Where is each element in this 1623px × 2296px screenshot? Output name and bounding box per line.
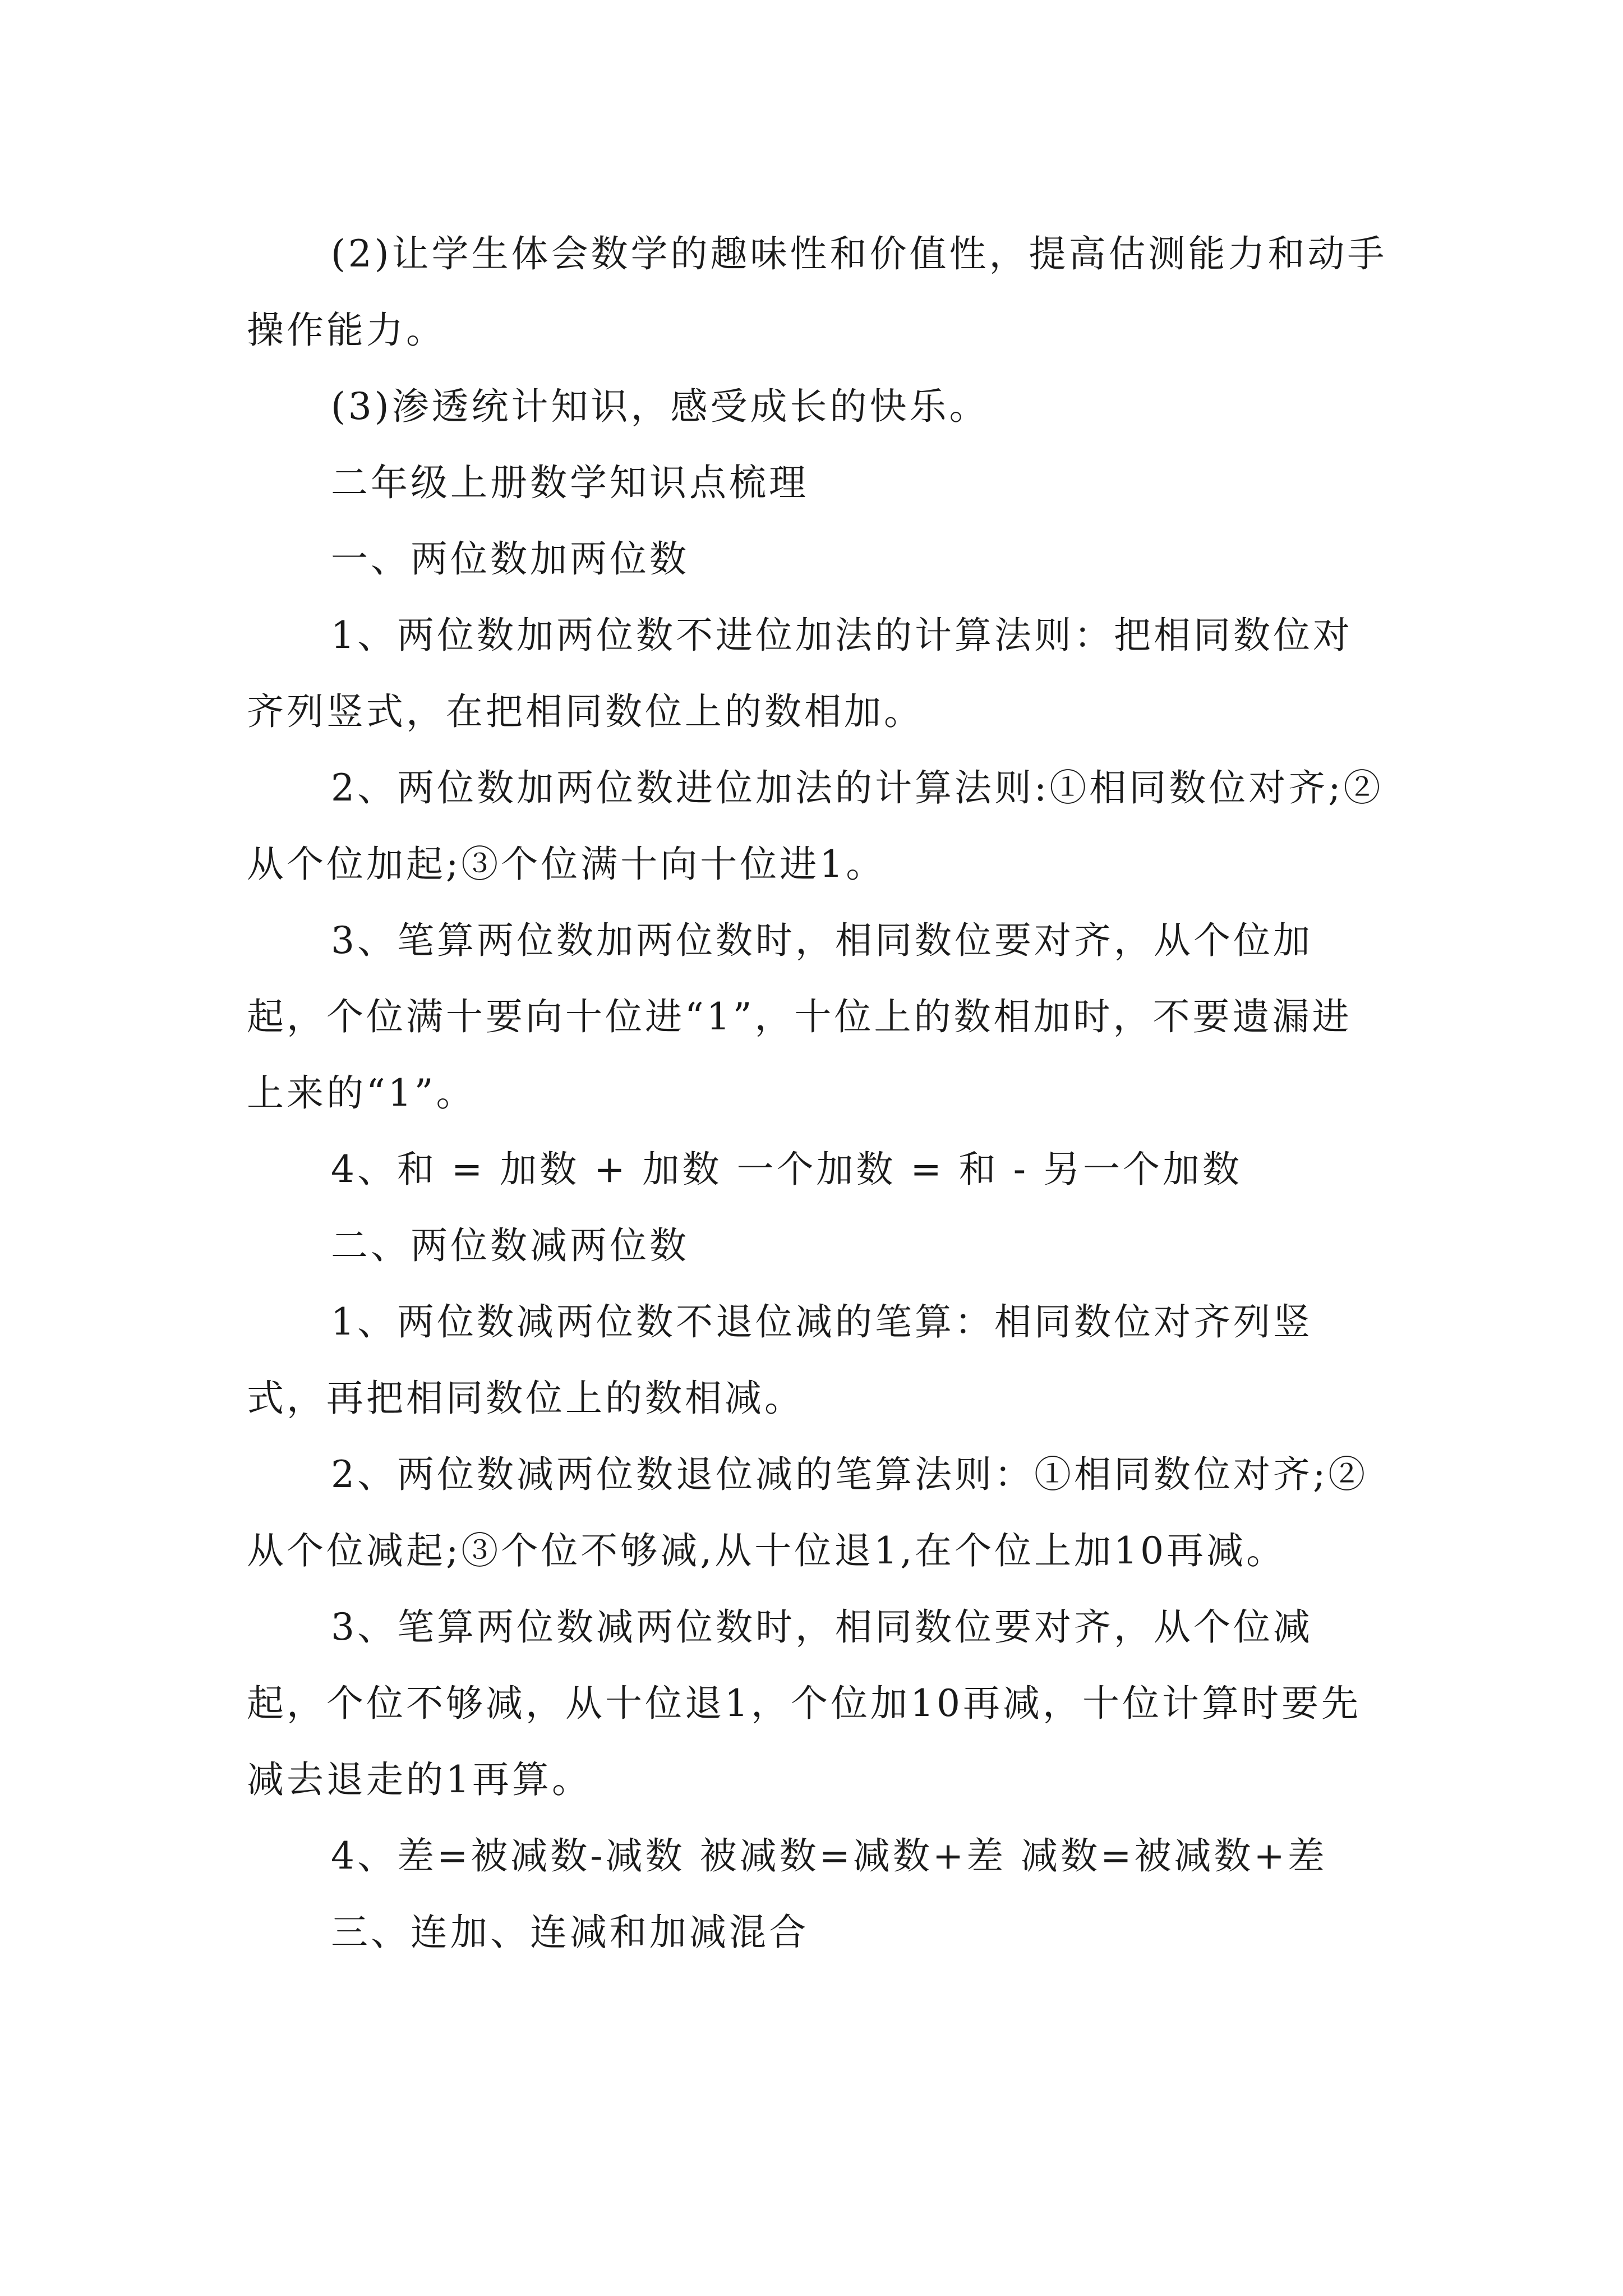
- paragraph-subtraction-rule-2: 2、两位数减两位数退位减的笔算法则：①相同数位对齐;②从个位减起;③个位不够减,从十位退1,在个位上加10再减。: [247, 1453, 1368, 1572]
- paragraph-subtraction-rule-3: 3、笔算两位数减两位数时，相同数位要对齐，从个位减起，个位不够减，从十位退1，个位加10再减，十位计算时要先减去退走的1再算。: [247, 1605, 1361, 1801]
- paragraph-addition-formula: 4、和 = 加数 + 加数 一个加数 = 和 - 另一个加数: [331, 1148, 1243, 1191]
- paragraph-objective-2: (2)让学生体会数学的趣味性和价值性，提高估测能力和动手操作能力。: [247, 232, 1387, 352]
- paragraph-objective-3: (3)渗透统计知识，感受成长的快乐。: [331, 385, 989, 428]
- paragraph-addition-rule-2: 2、两位数加两位数进位加法的计算法则:①相同数位对齐;②从个位加起;③个位满十向十位进1。: [247, 766, 1384, 886]
- heading-mixed-operations: 三、连加、连减和加减混合: [331, 1911, 809, 1954]
- section-title: 二年级上册数学知识点梳理: [331, 461, 809, 504]
- paragraph-addition-rule-1: 1、两位数加两位数不进位加法的计算法则：把相同数位对齐列竖式，在把相同数位上的数相加。: [247, 614, 1353, 733]
- paragraph-addition-rule-3: 3、笔算两位数加两位数时，相同数位要对齐，从个位加起，个位满十要向十位进“1”，十位上的数相加时，不要遗漏进上来的“1”。: [247, 919, 1352, 1115]
- document-body: [247, 216, 1391, 1971]
- heading-subtraction: 二、两位数减两位数: [331, 1224, 689, 1267]
- paragraph-subtraction-formula: 4、差=被减数-减数 被减数=减数+差 减数=被减数+差: [331, 1834, 1327, 1878]
- paragraph-subtraction-rule-1: 1、两位数减两位数不退位减的笔算：相同数位对齐列竖式，再把相同数位上的数相减。: [247, 1300, 1313, 1420]
- heading-addition: 一、两位数加两位数: [331, 537, 689, 581]
